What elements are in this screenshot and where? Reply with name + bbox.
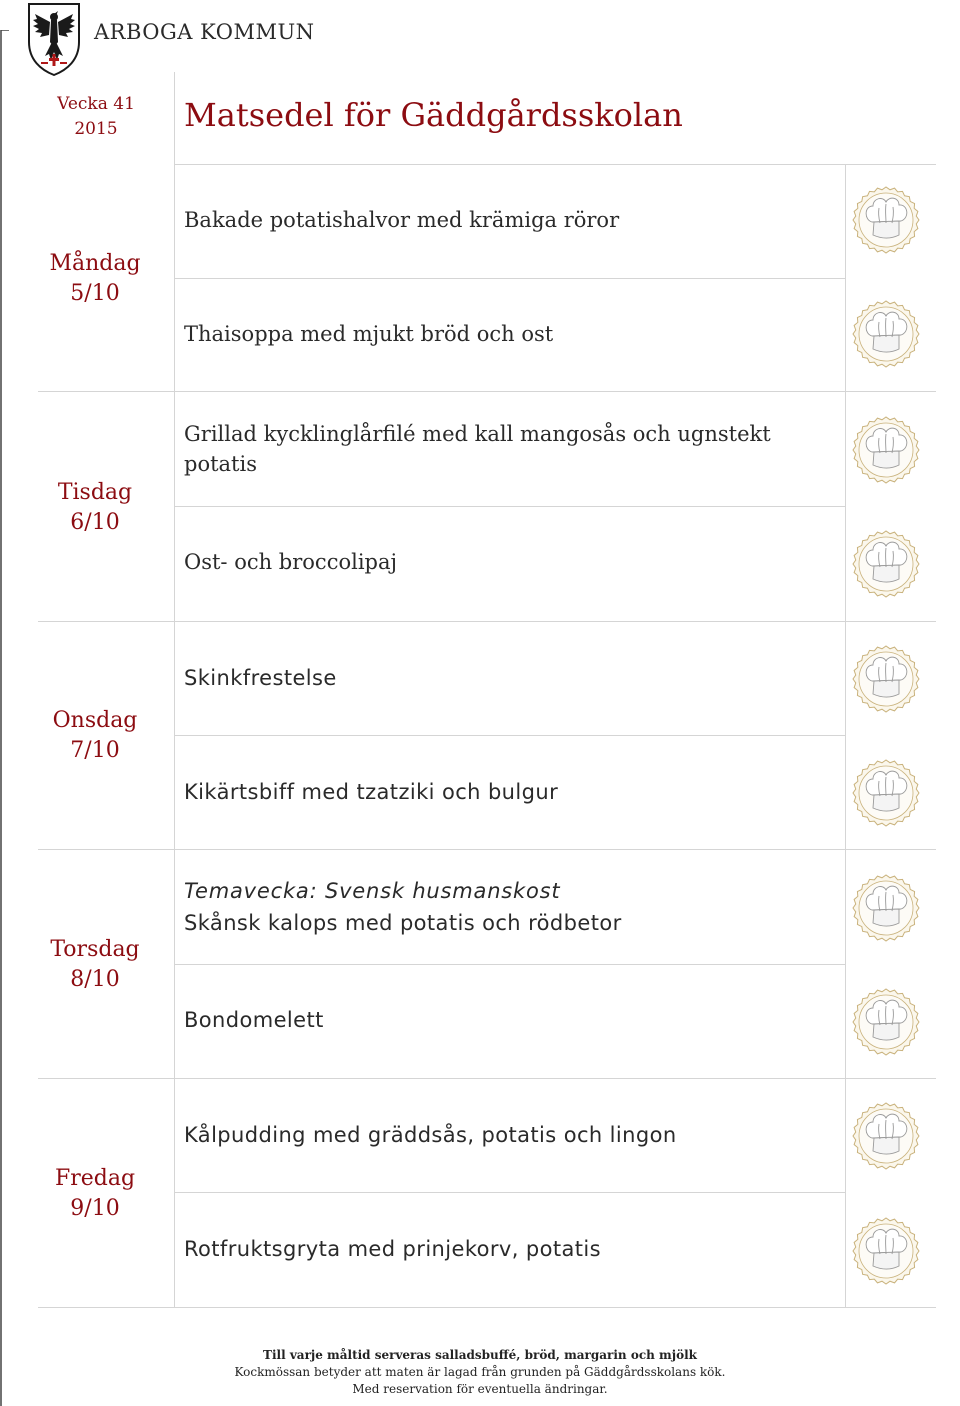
dish-tuesday-2: Ost- och broccolipaj [184,550,398,574]
dish-divider [174,1192,845,1193]
day-divider [38,391,936,392]
day-divider [38,849,936,850]
day-name-thursday: Torsdag [50,937,140,962]
day-date-friday: 9/10 [70,1196,120,1221]
day-name-monday: Måndag [49,251,141,276]
day-divider [38,621,936,622]
table-bottom-divider [38,1307,936,1308]
footer-note-chef-hat: Kockmössan betyder att maten är lagad från grunden på Gäddgårdsskolans kök. [234,1365,726,1379]
chef-hat-icon [852,645,920,713]
day-date-wednesday: 7/10 [70,738,120,763]
dish-divider [174,735,845,736]
dish-divider [174,278,845,279]
dish-divider [174,506,845,507]
dish-thursday-2: Bondomelett [184,1008,324,1032]
page-title: Matsedel för Gäddgårdsskolan [184,96,683,134]
day-divider [38,1078,936,1079]
chef-hat-icon [852,759,920,827]
dish-divider [174,964,845,965]
day-name-tuesday: Tisdag [57,480,133,505]
page-corner-bracket [0,30,10,1406]
coat-of-arms-logo [27,2,81,76]
day-date-tuesday: 6/10 [70,510,120,535]
brand-name: ARBOGA KOMMUN [94,20,315,44]
chef-hat-icon [852,530,920,598]
dish-wednesday-1: Skinkfrestelse [184,666,337,690]
chef-hat-icon [852,874,920,942]
chef-hat-icon [852,416,920,484]
dish-monday-1: Bakade potatishalvor med krämiga röror [184,208,620,232]
chef-hat-icon [852,186,920,254]
chef-hat-icon [852,988,920,1056]
dish-friday-2: Rotfruktsgryta med prinjekorv, potatis [184,1237,601,1261]
footer-note-serving: Till varje måltid serveras salladsbuffé, bröd, margarin och mjölk [263,1348,697,1362]
day-date-monday: 5/10 [70,281,120,306]
dish-friday-1: Kålpudding med gräddsås, potatis och lingon [184,1123,677,1147]
dish-wednesday-2: Kikärtsbiff med tzatziki och bulgur [184,780,559,804]
year-label: 2015 [74,119,118,139]
dish-tuesday-1-line1: Grillad kycklinglårfilé med kall mangosås och ugnstekt [184,422,771,446]
day-date-thursday: 8/10 [70,967,120,992]
dish-monday-2: Thaisoppa med mjukt bröd och ost [184,322,554,346]
badge-column-divider [845,165,846,1308]
chef-hat-icon [852,1217,920,1285]
chef-hat-icon [852,1102,920,1170]
header-divider [174,164,936,165]
theme-week-label: Temavecka: Svensk husmanskost [184,879,561,903]
dish-thursday-1: Skånsk kalops med potatis och rödbetor [184,911,622,935]
day-name-friday: Fredag [54,1166,136,1191]
day-name-wednesday: Onsdag [52,708,138,733]
week-label: Vecka 41 [57,94,135,114]
column-divider [174,72,175,1308]
footer-note-reservation: Med reservation för eventuella ändringar. [352,1382,608,1396]
dish-tuesday-1-line2: potatis [184,452,257,476]
chef-hat-icon [852,300,920,368]
